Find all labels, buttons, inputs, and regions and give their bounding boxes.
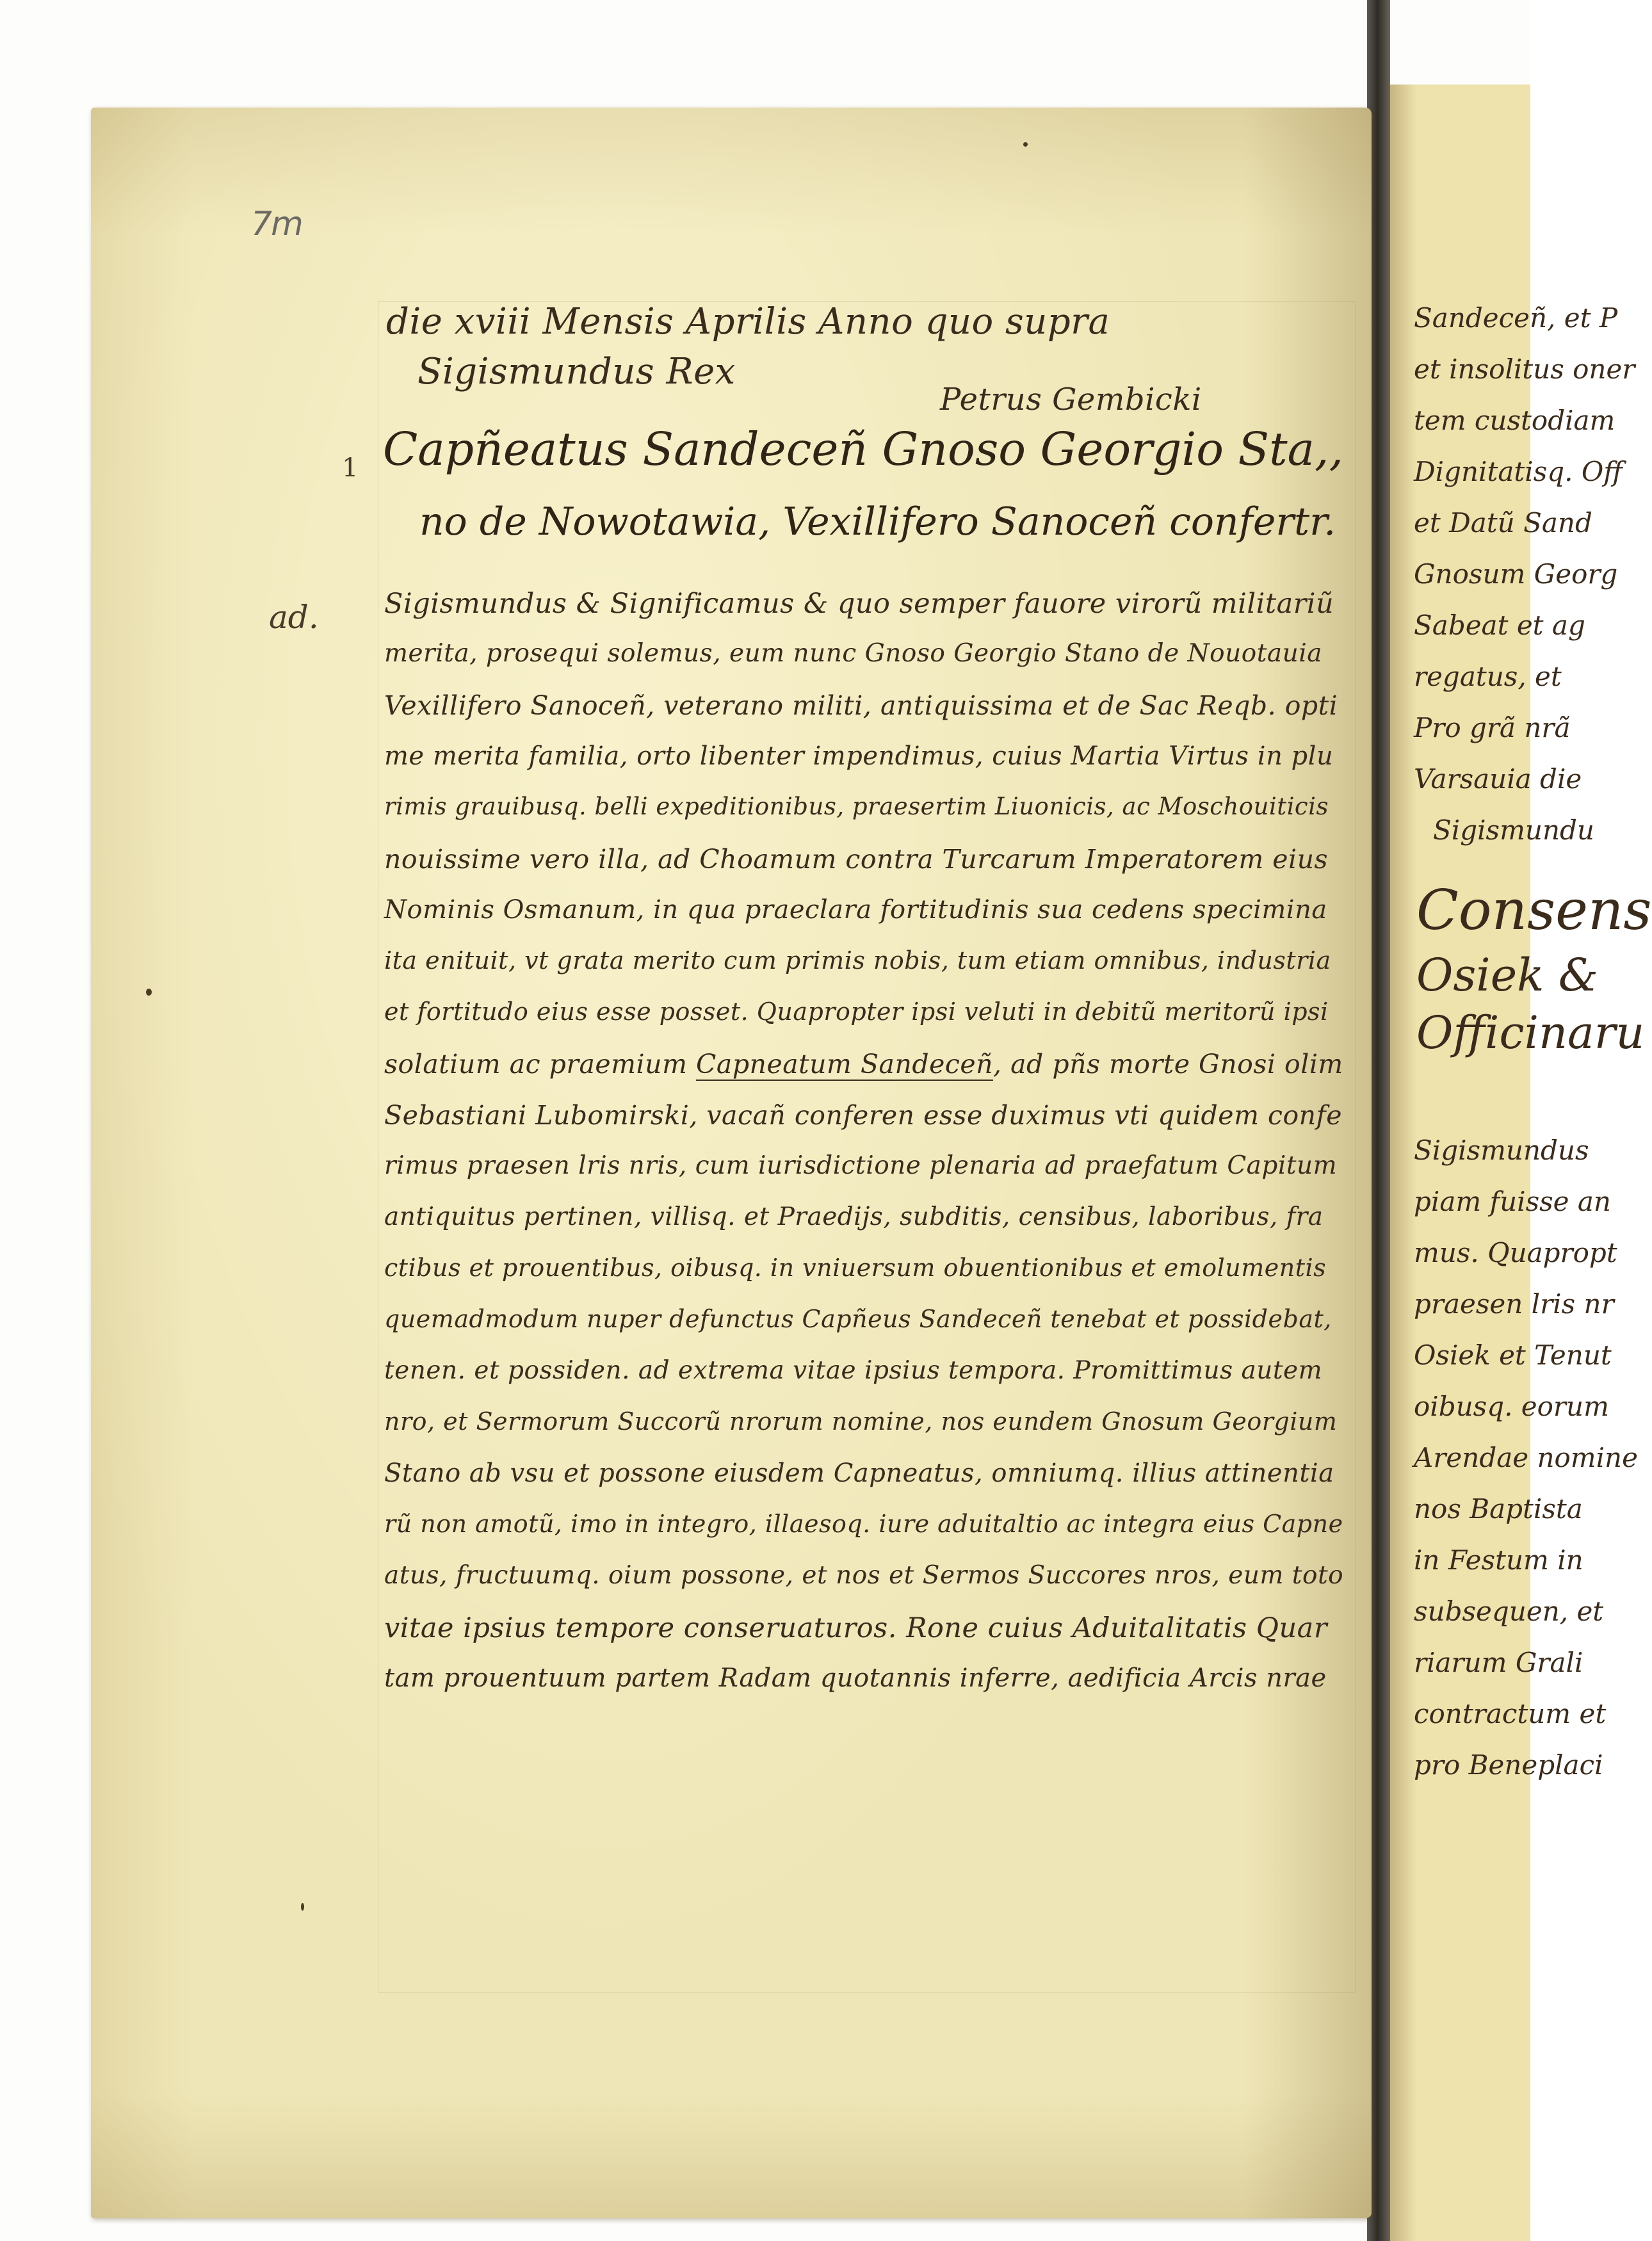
ink-spot (146, 989, 152, 996)
facing-page-heading: Consens (1416, 878, 1652, 943)
entry-title-line: no de Nowotawia, Vexillifero Sanoceñ confertr. (419, 499, 1336, 544)
facing-page-line: Sigismundus (1414, 1135, 1589, 1166)
chancellor-signature: Petrus Gembicki (940, 382, 1202, 417)
facing-page-line: piam fuisse an (1414, 1186, 1611, 1217)
body-line: Nominis Osmanum, in qua praeclara fortitudinis sua cedens specimina (384, 895, 1327, 925)
facing-page-heading: Osiek & (1416, 949, 1599, 1001)
facing-page-line: subsequen, et (1414, 1596, 1604, 1627)
body-line: solatium ac praemium Capneatum Sandeceñ, ad pñs morte Gnosi olim (384, 1049, 1343, 1080)
body-line: Vexillifero Sanoceñ, veterano militi, antiquissima et de Sac Reqb. opti (384, 690, 1338, 721)
facing-page-line: Varsauia die (1414, 763, 1582, 795)
body-line: et fortitudo eius esse posset. Quapropter ipsi veluti in debitũ meritorũ ipsi (384, 998, 1329, 1026)
facing-page-line: Sigismundu (1433, 814, 1594, 846)
body-line: nro, et Sermorum Succorũ nrorum nomine, nos eundem Gnosum Georgium (384, 1407, 1338, 1436)
body-line: merita, prosequi solemus, eum nunc Gnoso Georgio Stano de Nouotauia (384, 639, 1323, 668)
facing-page-line: pro Beneplaci (1414, 1749, 1603, 1781)
body-line: ctibus et prouentibus, oibusq. in vniuersum obuentionibus et emolumentis (384, 1254, 1327, 1282)
body-line: me merita familia, orto libenter impendimus, cuius Martia Virtus in plu (384, 741, 1334, 771)
body-line: antiquitus pertinen, villisq. et Praedijs, subditis, censibus, laboribus, fra (384, 1202, 1324, 1231)
body-line: Sigismundus & Significamus & quo semper fauore virorũ militariũ (384, 588, 1334, 620)
facing-page-line: praesen lris nr (1414, 1288, 1614, 1320)
ink-spot (1023, 142, 1028, 147)
body-line: nouissime vero illa, ad Choamum contra Turcarum Imperatorem eius (384, 844, 1329, 875)
pencil-folio-mark: 7m (251, 205, 302, 243)
text-block-frame (378, 301, 1356, 1993)
facing-page-line: contractum et (1414, 1698, 1607, 1729)
body-line: Sebastiani Lubomirski, vacañ conferen esse duximus vti quidem confe (384, 1100, 1342, 1131)
body-line: rimus praesen lris nris, cum iurisdictione plenaria ad praefatum Capitum (384, 1151, 1338, 1180)
facing-page-line: Arendae nomine (1414, 1442, 1638, 1473)
date-line: die xviii Mensis Aprilis Anno quo supra (386, 301, 1110, 343)
underlined-phrase: Capneatum Sandeceñ (696, 1049, 994, 1080)
king-line: Sigismundus Rex (417, 351, 736, 392)
body-line: rũ non amotũ, imo in integro, illaesoq. iure aduitaltio ac integra eius Capne (384, 1510, 1343, 1538)
margin-note: ad. (269, 599, 319, 636)
entry-title-line: Capñeatus Sandeceñ Gnoso Georgio Sta,, (383, 423, 1344, 476)
facing-page-line: Sabeat et ag (1414, 610, 1585, 641)
facing-page-line: et Datũ Sand (1414, 507, 1592, 538)
body-line: vitae ipsius tempore conseruaturos. Rone cuius Aduitalitatis Quar (384, 1612, 1327, 1644)
facing-page-line: Dignitatisq. Off (1414, 456, 1623, 487)
body-line: ita enituit, vt grata merito cum primis nobis, tum etiam omnibus, industria (384, 946, 1331, 975)
facing-page-line: oibusq. eorum (1414, 1391, 1609, 1422)
body-line: rimis grauibusq. belli expeditionibus, praesertim Liuonicis, ac Moschouiticis (384, 793, 1329, 820)
facing-page-line: mus. Quapropt (1414, 1237, 1617, 1268)
facing-page-line: riarum Grali (1414, 1647, 1583, 1678)
facing-page-line: Gnosum Georg (1414, 558, 1618, 590)
facing-page-line: Pro grã nrã (1414, 712, 1571, 743)
body-line: atus, fructuumq. oium possone, et nos et Sermos Succores nros, eum toto (384, 1561, 1344, 1590)
ink-spot (301, 1903, 304, 1911)
body-line: tam prouentuum partem Radam quotannis inferre, aedificia Arcis nrae (384, 1663, 1327, 1693)
body-line: tenen. et possiden. ad extrema vitae ipsius tempora. Promittimus autem (384, 1356, 1323, 1385)
facing-page-line: Osiek et Tenut (1414, 1339, 1612, 1371)
facing-page-line: tem custodiam (1414, 405, 1616, 436)
body-line: quemadmodum nuper defunctus Capñeus Sandeceñ tenebat et possidebat, (384, 1305, 1332, 1333)
facing-page-heading: Officinaru (1416, 1007, 1645, 1059)
facing-page-line: regatus, et (1414, 661, 1562, 692)
facing-page-line: nos Baptista (1414, 1493, 1583, 1525)
facing-page-text (1388, 85, 1652, 2241)
body-line: Stano ab vsu et possone eiusdem Capneatus, omniumq. illius attinentia (384, 1459, 1334, 1488)
margin-marker: 1 (342, 453, 359, 483)
facing-page-line: Sandeceñ, et P (1414, 302, 1618, 334)
facing-page-line: et insolitus oner (1414, 353, 1635, 385)
facing-page-line: in Festum in (1414, 1544, 1583, 1576)
